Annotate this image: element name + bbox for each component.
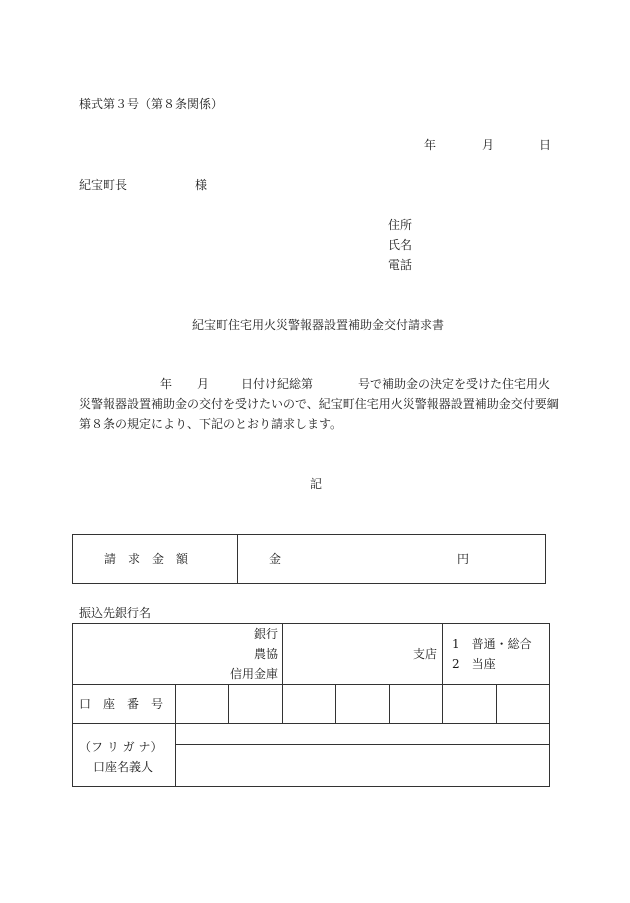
account-number-label: 口 座 番 号 (79, 697, 164, 711)
applicant-phone-label: 電話 (388, 258, 413, 272)
date-day: 日 (539, 138, 552, 152)
addressee-honorific: 様 (195, 178, 208, 192)
body-date-ref: 日付け紀総第 (241, 377, 314, 391)
ki-mark: 記 (310, 477, 323, 491)
branch-label: 支店 (413, 647, 438, 661)
claim-yen: 円 (457, 552, 470, 566)
claim-kin: 金 (269, 552, 282, 566)
body-line1-rest: 号で補助金の決定を受けた住宅用火 (358, 377, 551, 391)
body-line3: 第８条の規定により、下記のとおり請求します。 (79, 417, 343, 431)
body-line2: 災警報器設置補助金の交付を受けたいので、紀宝町住宅用火災警報器設置補助金交付要綱 (79, 397, 559, 411)
bank-type-shinkin: 信用金庫 (230, 667, 279, 681)
addressee-name: 紀宝町長 (79, 178, 128, 192)
bank-heading: 振込先銀行名 (79, 606, 152, 620)
applicant-address-label: 住所 (388, 218, 413, 232)
date-year: 年 (424, 138, 437, 152)
form-number: 様式第３号（第８条関係） (79, 97, 224, 111)
bank-type-nokyo: 農協 (254, 647, 279, 661)
bank-type-bank: 銀行 (254, 627, 279, 641)
document-title: 紀宝町住宅用火災警報器設置補助金交付請求書 (192, 318, 445, 332)
body-year: 年 (160, 377, 173, 391)
date-month: 月 (482, 138, 495, 152)
account-holder-label: 口座名義人 (93, 760, 154, 774)
account-type-toza: 2 当座 (452, 657, 496, 671)
body-month: 月 (197, 377, 210, 391)
account-type-futsu: 1 普通・総合 (452, 637, 532, 651)
applicant-name-label: 氏名 (388, 238, 413, 252)
claim-amount-label: 請 求 金 額 (104, 552, 189, 566)
furigana-label: （フ リ ガ ナ） (79, 740, 163, 754)
